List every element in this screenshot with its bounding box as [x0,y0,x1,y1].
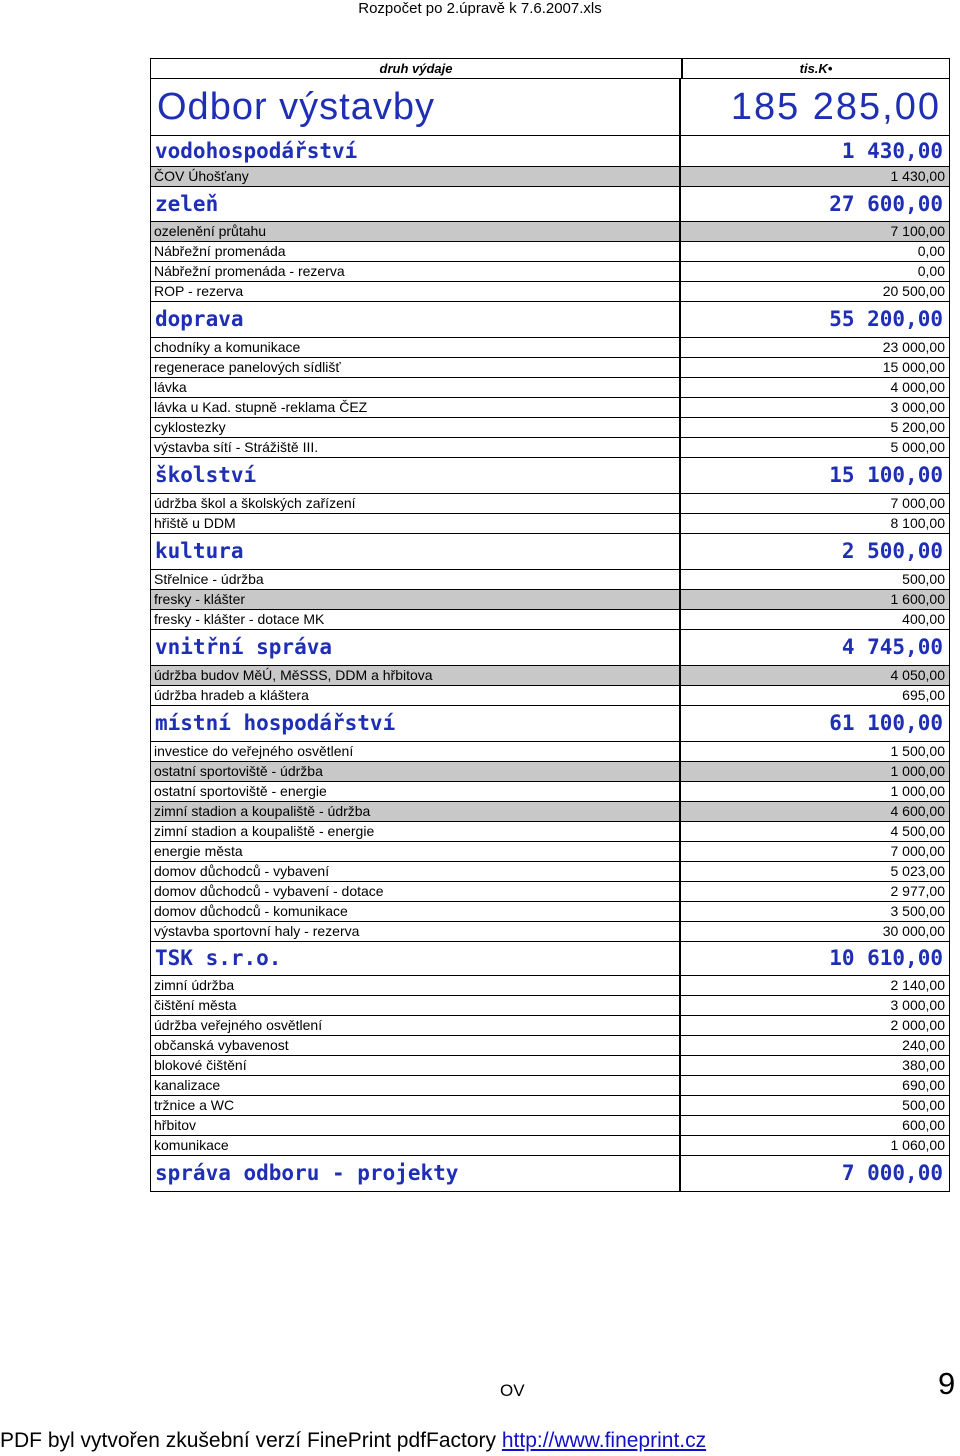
budget-item-label: údržba veřejného osvětlení [151,1016,681,1035]
category-name: kultura [151,534,681,569]
category-name: vnitřní správa [151,630,681,665]
budget-item-amount: 4 600,00 [681,802,949,821]
category-row [151,534,949,570]
budget-item-row [151,1016,949,1036]
budget-item-row [151,338,949,358]
budget-item-amount: 600,00 [902,1117,945,1133]
budget-groups [151,136,949,1191]
budget-item-label: údržba hradeb a kláštera [151,686,681,705]
budget-item-amount: 2 977,00 [890,883,945,899]
budget-item-label: ČOV Úhošťany [151,167,681,186]
budget-item-label: fresky - klášter [151,590,681,609]
budget-item-label: domov důchodců - vybavení - dotace [151,882,681,901]
budget-item-amount: 1 000,00 [681,762,949,781]
category-row [151,187,949,222]
budget-item-label: lávka u Kad. stupně -reklama ČEZ [151,398,681,417]
budget-item-row [151,782,949,802]
category-total: 15 100,00 [829,463,943,487]
category-items [151,167,949,187]
budget-item-amount: 0,00 [917,243,945,259]
budget-item-label: údržba budov MěÚ, MěSSS, DDM a hřbitova [151,666,681,685]
category-items [151,570,949,630]
budget-item-label: ostatní sportoviště - energie [151,782,681,801]
department-total-row [151,79,949,136]
budget-item-row [151,666,949,686]
budget-item-amount: 3 000,00 [890,997,945,1013]
budget-item-row [151,398,949,418]
category-total: 2 500,00 [841,539,943,563]
budget-item-label: domov důchodců - komunikace [151,902,681,921]
budget-item-label: ozelenění průtahu [151,222,681,241]
budget-item-amount: 695,00 [902,687,945,703]
pdf-footer [0,1429,706,1453]
page-number: 9 [938,1366,956,1401]
budget-item-amount: 1 060,00 [890,1137,945,1153]
category-total: 10 610,00 [829,946,943,970]
budget-item-label: Střelnice - údržba [151,570,681,589]
category-total: 4 745,00 [841,635,943,659]
budget-item-row [151,822,949,842]
category-row [151,136,949,167]
budget-item-amount: 3 000,00 [890,399,945,415]
budget-item-label: čištění města [151,996,681,1015]
budget-item-label: chodníky a komunikace [151,338,681,357]
budget-item-row [151,762,949,782]
category-name: vodohospodářství [151,136,681,166]
budget-item-row [151,1036,949,1056]
budget-item-amount: 1 430,00 [681,167,949,186]
budget-item-row [151,1056,949,1076]
budget-item-row [151,802,949,822]
budget-item-amount: 1 500,00 [890,743,945,759]
budget-item-label: zimní údržba [151,976,681,995]
budget-item-row [151,862,949,882]
budget-item-amount: 5 000,00 [890,439,945,455]
budget-item-row [151,1116,949,1136]
column-header-amount-unit: tis.K• [799,61,833,76]
budget-item-amount: 2 000,00 [890,1017,945,1033]
column-header-expense-type: druh výdaje [151,59,683,78]
budget-item-amount: 2 140,00 [890,977,945,993]
budget-item-label: Nábřežní promenáda [151,242,681,261]
budget-item-label: regenerace panelových sídlišť [151,358,681,377]
budget-item-amount: 690,00 [902,1077,945,1093]
budget-item-label: ROP - rezerva [151,282,681,301]
category-total: 61 100,00 [829,711,943,735]
budget-item-amount: 380,00 [902,1057,945,1073]
budget-item-label: hřiště u DDM [151,514,681,533]
budget-item-label: ostatní sportoviště - údržba [151,762,681,781]
budget-item-amount: 1 000,00 [890,783,945,799]
department-total: 185 285,00 [730,86,941,128]
budget-item-label: zimní stadion a koupaliště - energie [151,822,681,841]
budget-item-amount: 4 000,00 [890,379,945,395]
budget-item-row [151,282,949,302]
budget-item-label: občanská vybavenost [151,1036,681,1055]
budget-item-row [151,1076,949,1096]
budget-item-row [151,610,949,630]
budget-item-label: lávka [151,378,681,397]
budget-item-label: kanalizace [151,1076,681,1095]
budget-item-amount: 0,00 [917,263,945,279]
budget-item-amount: 1 600,00 [681,590,949,609]
category-name: zeleň [151,187,681,221]
budget-item-label: zimní stadion a koupaliště - údržba [151,802,681,821]
category-row [151,706,949,742]
budget-item-label: blokové čištění [151,1056,681,1075]
category-row [151,630,949,666]
budget-item-row [151,262,949,282]
category-items [151,976,949,1156]
budget-item-label: investice do veřejného osvětlení [151,742,681,761]
footer-department-code: OV [500,1381,525,1400]
budget-item-row [151,882,949,902]
budget-item-amount: 500,00 [902,571,945,587]
budget-item-row [151,686,949,706]
category-row [151,942,949,976]
category-items [151,666,949,706]
budget-item-row [151,902,949,922]
budget-item-row [151,570,949,590]
column-header-row [151,59,949,79]
budget-item-row [151,996,949,1016]
budget-item-row [151,242,949,262]
category-name: místní hospodářství [151,706,681,741]
category-row [151,1156,949,1191]
budget-item-amount: 4 050,00 [681,666,949,685]
budget-item-amount: 15 000,00 [882,359,945,375]
budget-item-row [151,742,949,762]
category-items [151,494,949,534]
budget-item-row [151,494,949,514]
budget-item-amount: 20 500,00 [882,283,945,299]
fineprint-link[interactable]: http://www.fineprint.cz [501,1429,707,1452]
budget-item-row [151,378,949,398]
budget-item-row [151,167,949,187]
budget-item-row [151,922,949,942]
category-items [151,742,949,942]
budget-item-row [151,590,949,610]
category-total: 1 430,00 [841,139,943,163]
budget-item-row [151,1136,949,1156]
budget-item-label: údržba škol a školských zařízení [151,494,681,513]
category-name: doprava [151,302,681,337]
budget-item-row [151,1096,949,1116]
budget-item-row [151,514,949,534]
budget-item-amount: 30 000,00 [882,923,945,939]
budget-table [150,58,950,1192]
budget-item-amount: 7 100,00 [681,222,949,241]
document-title: Rozpočet po 2.úpravě k 7.6.2007.xls [358,0,602,17]
budget-item-row [151,438,949,458]
budget-item-label: výstavba sportovní haly - rezerva [151,922,681,941]
category-row [151,458,949,494]
category-total: 27 600,00 [829,192,943,216]
category-items [151,338,949,458]
budget-item-row [151,418,949,438]
budget-item-label: komunikace [151,1136,681,1155]
category-total: 7 000,00 [841,1161,943,1185]
budget-item-label: energie města [151,842,681,861]
category-name: TSK s.r.o. [151,942,681,975]
budget-item-amount: 8 100,00 [890,515,945,531]
budget-item-amount: 23 000,00 [882,339,945,355]
budget-item-label: tržnice a WC [151,1096,681,1115]
category-items [151,222,949,302]
budget-item-amount: 3 500,00 [890,903,945,919]
budget-item-row [151,976,949,996]
budget-item-row [151,222,949,242]
budget-item-label: domov důchodců - vybavení [151,862,681,881]
budget-item-row [151,842,949,862]
budget-item-amount: 5 200,00 [890,419,945,435]
budget-item-amount: 500,00 [902,1097,945,1113]
pdf-footer-text: PDF byl vytvořen zkušební verzí FinePrint pdfFactory [0,1429,497,1452]
department-name: Odbor výstavby [151,79,681,135]
budget-item-label: Nábřežní promenáda - rezerva [151,262,681,281]
budget-item-amount: 7 000,00 [890,495,945,511]
budget-item-label: výstavba sítí - Strážiště III. [151,438,681,457]
budget-item-label: cyklostezky [151,418,681,437]
budget-item-amount: 4 500,00 [890,823,945,839]
category-row [151,302,949,338]
budget-item-amount: 400,00 [902,611,945,627]
budget-item-label: fresky - klášter - dotace MK [151,610,681,629]
category-name: správa odboru - projekty [151,1156,681,1191]
budget-item-amount: 5 023,00 [890,863,945,879]
budget-item-label: hřbitov [151,1116,681,1135]
budget-item-row [151,358,949,378]
budget-item-amount: 240,00 [902,1037,945,1053]
category-name: školství [151,458,681,493]
budget-item-amount: 7 000,00 [890,843,945,859]
category-total: 55 200,00 [829,307,943,331]
